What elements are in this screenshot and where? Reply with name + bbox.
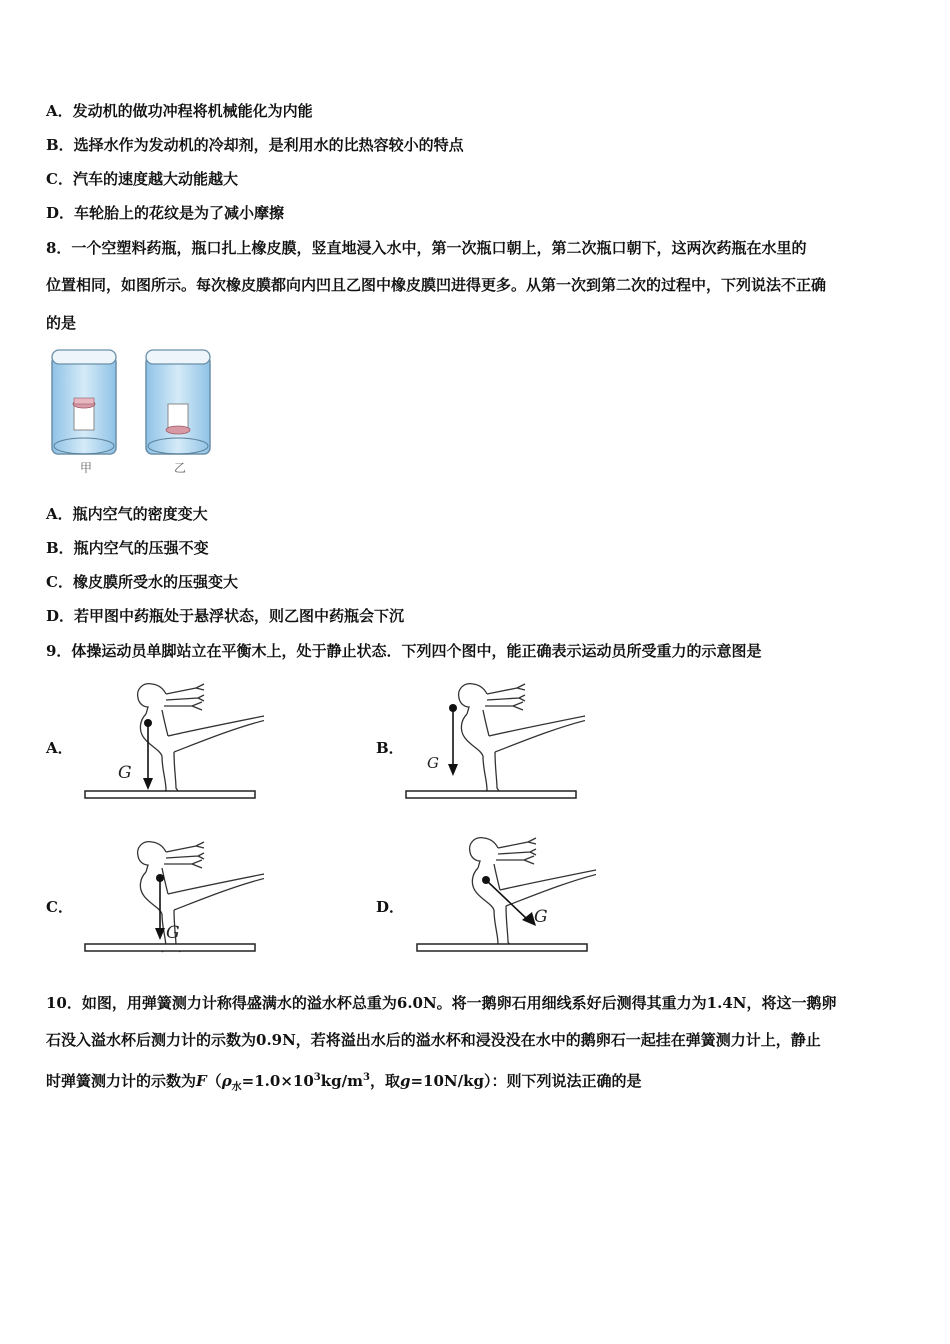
force-label-g: G <box>118 763 132 783</box>
q9-option-b-label: B． <box>376 739 404 757</box>
q8-option-a: A．瓶内空气的密度变大 <box>46 505 208 523</box>
down-arrow-icon <box>143 778 153 790</box>
force-label-g: G <box>166 923 180 943</box>
q9-figure-d <box>416 834 596 959</box>
q7-option-d: D．车轮胎上的花纹是为了减小摩擦 <box>46 204 285 222</box>
down-arrow-icon <box>155 928 165 940</box>
q9-figure-a <box>84 680 264 805</box>
q8-stem-line-1: 8．一个空塑料药瓶，瓶口扎上橡皮膜，竖直地浸入水中，第一次瓶口朝上，第二次瓶口朝下，这两次药瓶在水里的 <box>46 239 807 257</box>
q7-option-a: A．发动机的做功冲程将机械能化为内能 <box>46 102 313 120</box>
q8-option-d: D．若甲图中药瓶处于悬浮状态，则乙图中药瓶会下沉 <box>46 607 405 625</box>
q9-figure-c <box>84 838 264 963</box>
q9-option-d-label: D． <box>376 898 405 916</box>
q7-option-b: B．选择水作为发动机的冷却剂，是利用水的比热容较小的特点 <box>46 136 464 154</box>
symbol-f: F <box>196 1072 207 1090</box>
q8-option-b: B．瓶内空气的压强不变 <box>46 539 209 557</box>
force-label-g: G <box>427 754 439 772</box>
q8-stem-line-3: 的是 <box>46 314 77 332</box>
q9-stem: 9．体操运动员单脚站立在平衡木上，处于静止状态．下列四个图中，能正确表示运动员所受重力的示意图是 <box>46 642 762 660</box>
label-yi: 乙 <box>174 461 187 475</box>
q10-stem-line-2: 石没入溢水杯后测力计的示数为0.9N，若将溢出水后的溢水杯和浸没没在水中的鹅卵石一起挂在弹簧测力计上，静止 <box>46 1031 821 1049</box>
q10-stem-line-3: 时弹簧测力计的示数为$F(\rho_水=1.0\times 10^3kg/m^3$，取g=10N/kg）：则下列说法正确的是 <box>46 1072 642 1093</box>
q9-option-c-label: C． <box>46 898 73 916</box>
q8-stem-line-2: 位置相同，如图所示。每次橡皮膜都向内凹且乙图中橡皮膜凹进得更多。从第一次到第二次的过程中，下列说法不正确 <box>46 276 827 294</box>
q10-stem-line-1: 10．如图，用弹簧测力计称得盛满水的溢水杯总重为6.0N。将一鹅卵石用细线系好后测得其重力为1.4N，将这一鹅卵 <box>46 994 837 1012</box>
q8-beakers-figure <box>46 346 226 480</box>
q7-option-c: C．汽车的速度越大动能越大 <box>46 170 238 188</box>
q8-option-c: C．橡皮膜所受水的压强变大 <box>46 573 238 591</box>
symbol-g: g <box>399 1072 411 1090</box>
q9-figure-b <box>405 680 585 805</box>
down-arrow-icon <box>448 764 458 776</box>
force-label-g: G <box>534 907 548 927</box>
symbol-rho: ρ <box>221 1072 232 1090</box>
q9-option-a-label: A． <box>46 739 73 757</box>
label-jia: 甲 <box>80 461 93 475</box>
beaker-yi <box>146 350 210 454</box>
beaker-jia <box>52 350 116 454</box>
